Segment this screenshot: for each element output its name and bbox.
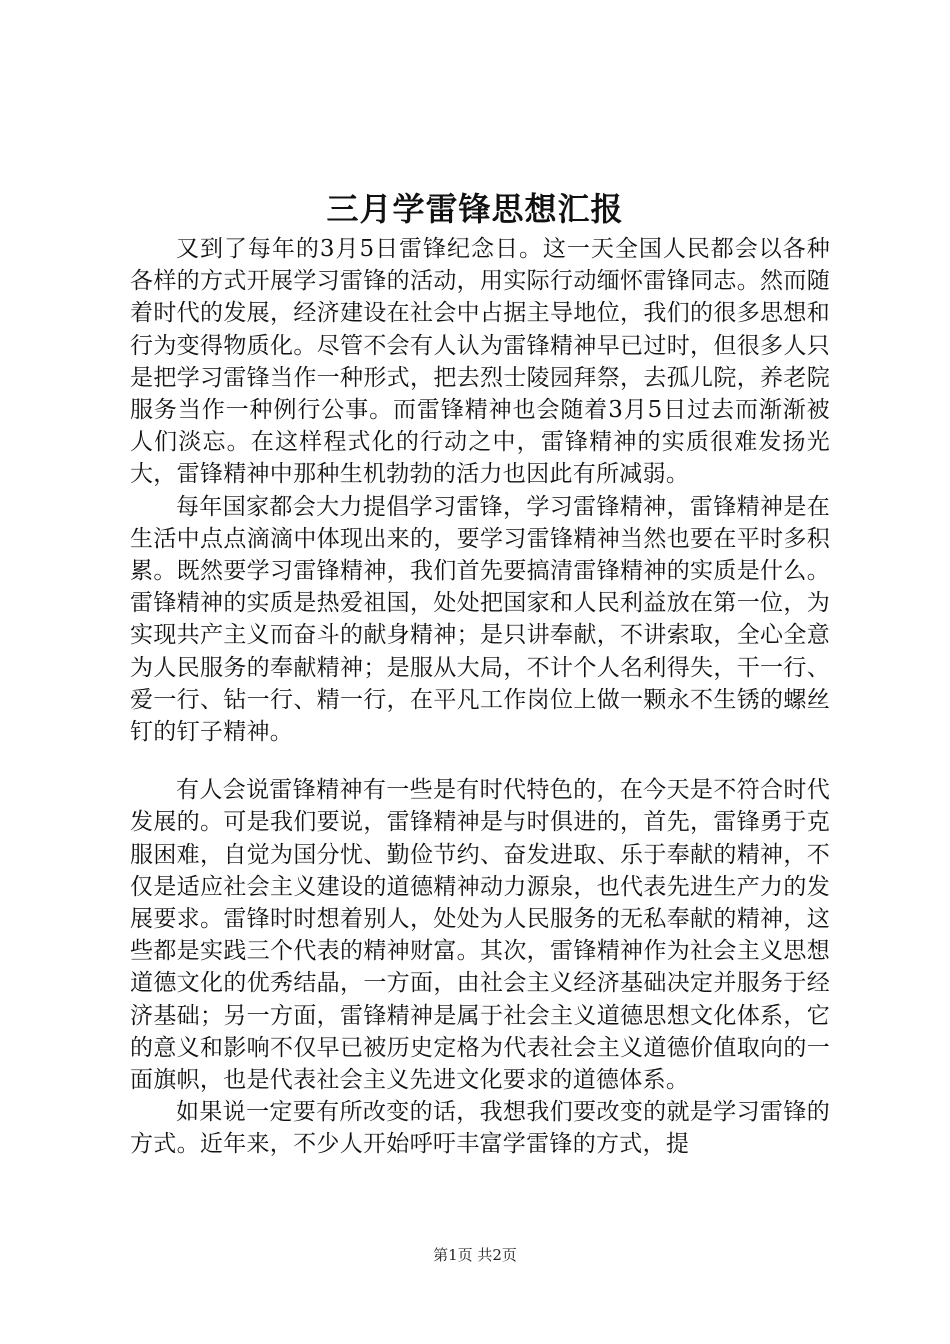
paragraph-1: 又到了每年的3月5日雷锋纪念日。这一天全国人民都会以各种各样的方式开展学习雷锋的活动，用实际行动缅怀雷锋同志。然而随着时代的发展，经济建设在社会中占据主导地位，我们的很多思想和行为变得物质化。尽管不会有人认为雷锋精神早已过时，但很多人只是把学习雷锋当作一种形式，把去烈士陵园拜祭，去孤儿院，养老院服务当作一种例行公事。而雷锋精神也会随着3月5日过去而渐渐被人们淡忘。在这样程式化的行动之中，雷锋精神的实质很难发扬光大，雷锋精神中那种生机勃勃的活力也因此有所减弱。: [130, 236, 830, 488]
page-number-footer: 第1页 共2页: [433, 1246, 517, 1264]
document-body: [130, 233, 830, 1161]
paragraph-3: 有人会说雷锋精神有一些是有时代特色的，在今天是不符合时代发展的。可是我们要说，雷锋精神是与时俱进的，首先，雷锋勇于克服困难，自觉为国分忧、勤俭节约、奋发进取、乐于奉献的精神，不仅是适应社会主义建设的道德精神动力源泉，也代表先进生产力的发展要求。雷锋时时想着别人，处处为人民服务的无私奉献的精神，这些都是实践三个代表的精神财富。其次，雷锋精神作为社会主义思想道德文化的优秀结晶，一方面，由社会主义经济基础决定并服务于经济基础；另一方面，雷锋精神是属于社会主义道德思想文化体系，它的意义和影响不仅早已被历史定格为代表社会主义道德价值取向的一面旗帜，也是代表社会主义先进文化要求的道德体系。: [130, 777, 830, 1094]
paragraph-2: 每年国家都会大力提倡学习雷锋，学习雷锋精神，雷锋精神是在生活中点点滴滴中体现出来的，要学习雷锋精神当然也要在平时多积累。既然要学习雷锋精神，我们首先要搞清雷锋精神的实质是什么。雷锋精神的实质是热爱祖国，处处把国家和人民利益放在第一位，为实现共产主义而奋斗的献身精神；是只讲奉献，不讲索取，全心全意为人民服务的奉献精神；是服从大局，不计个人名利得失，干一行、爱一行、钻一行、精一行，在平凡工作岗位上做一颗永不生锈的螺丝钉的钉子精神。: [130, 493, 830, 746]
paragraph-spacer: [130, 748, 830, 774]
paragraph-4: 如果说一定要有所改变的话，我想我们要改变的就是学习雷锋的方式。近年来，不少人开始呼吁丰富学雷锋的方式，提: [130, 1099, 830, 1158]
page-title: 三月学雷锋思想汇报: [326, 190, 624, 228]
